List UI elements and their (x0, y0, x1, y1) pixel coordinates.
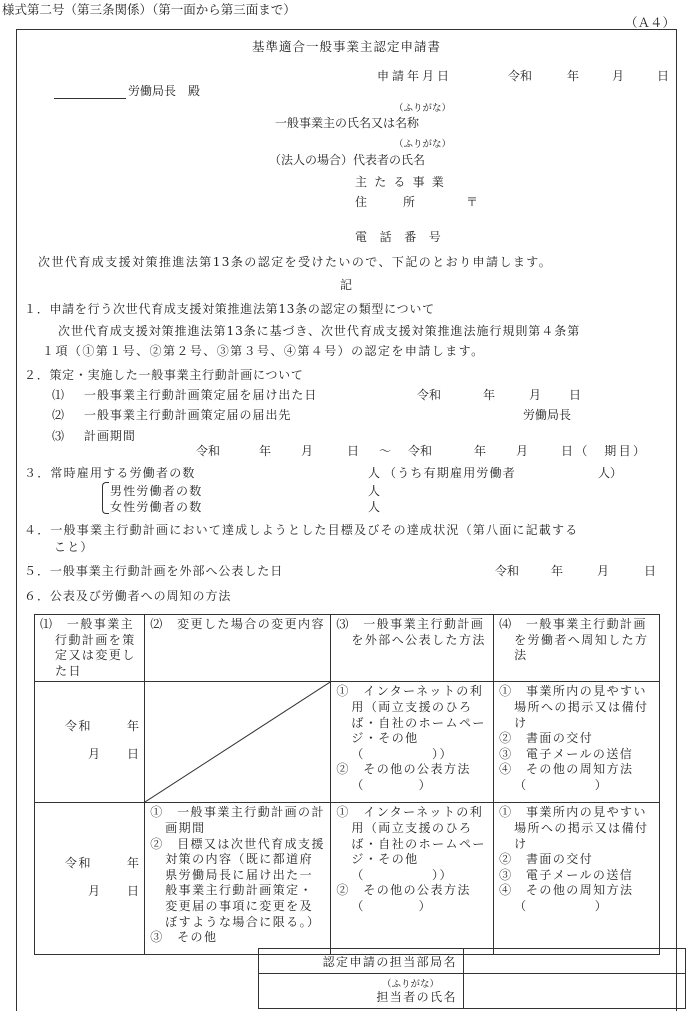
address-label: 住 所 (355, 195, 416, 209)
section5-title: ５．一般事業主行動計画を外部へ公表した日 (24, 564, 284, 578)
period-end-era: 令和 (408, 444, 433, 458)
application-date-month: 月 (612, 69, 625, 83)
person-label-cell (259, 974, 464, 1009)
header-col1: ⑴ 一般事業主行動計画を策定又は変更した日 (35, 615, 145, 682)
phone-label: 電話番号 (355, 230, 454, 244)
section3-brace (102, 482, 109, 514)
person-furigana: （ふりがな） (381, 979, 439, 990)
application-date-era: 令和 (508, 69, 533, 83)
row1-notify[interactable]: ① 事業所内の見やすい場所への掲示又は備付け ② 書面の交付 ③ 電子メールの送信 ④ その他の周知方法（ ） (494, 682, 660, 803)
period-end-year: 年 (474, 444, 487, 458)
header-col2: ⑵ 変更した場合の変更内容 (145, 615, 331, 682)
section4-line1: ４．一般事業主行動計画において達成しようとした目標及びその達成状況（第八面に記載する (24, 523, 579, 537)
section2-item1-day: 日 (569, 388, 582, 402)
row2-notify[interactable]: ① 事業所内の見やすい場所への掲示又は備付け ② 書面の交付 ③ 電子メールの送信 ④ その他の周知方法（ ） (494, 803, 660, 955)
section2-item1-month: 月 (529, 388, 542, 402)
section2-item2-num: ⑵ (52, 408, 65, 422)
period-start-day: 日 (347, 444, 360, 458)
section2-item2-suffix: 労働局長 (523, 408, 572, 422)
row1-date[interactable]: 令和 年 月 日 (35, 682, 145, 803)
person-label: 担当者の氏名 (376, 990, 457, 1004)
row2-date[interactable]: 令和 年 月 日 (35, 803, 145, 955)
table-row (35, 803, 660, 955)
row1-change-na (145, 682, 331, 803)
section3-male-unit: 人 (368, 484, 381, 498)
section5-era: 令和 (495, 564, 520, 578)
section2-item1-num: ⑴ (52, 388, 65, 402)
ki-mark: 記 (340, 278, 353, 292)
section1-body-line2: １項（①第１号、②第２号、③第３号、④第４号）の認定を申請します。 (42, 344, 485, 358)
furigana-label-rep: （ふりがな） (394, 139, 452, 150)
table-row (35, 682, 660, 803)
section2-item2-label: 一般事業主行動計画策定届の届出先 (84, 408, 292, 422)
row1-publish[interactable]: ① インターネットの利用（両立支援のひろば・自社のホームページ・その他（ ）） ② その他の公表方法（ ） (331, 682, 494, 803)
addressee-blank[interactable] (54, 85, 126, 99)
furigana-label: （ふりがな） (394, 103, 452, 114)
business-label: 主たる事業 (355, 175, 452, 189)
application-date-day: 日 (657, 69, 670, 83)
page-title: 基準適合一般事業主認定申請書 (252, 39, 442, 54)
intro-text: 次世代育成支援対策推進法第13条の認定を受けたいので、下記のとおり申請します。 (38, 255, 553, 269)
section2-title: ２．策定・実施した一般事業主行動計画について (24, 368, 304, 382)
section3-male-label: 男性労働者の数 (110, 484, 203, 498)
section3-fixed-term-close: 人） (598, 466, 623, 480)
application-date-label: 申請年月日 (377, 69, 453, 83)
section3-title: ３．常時雇用する労働者の数 (24, 466, 196, 480)
addressee: 労働局長 殿 (54, 82, 200, 99)
person-field[interactable] (464, 974, 686, 1009)
form-number: 様式第二号（第三条関係）（第一面から第三面まで） (2, 2, 296, 17)
period-start-year: 年 (259, 444, 272, 458)
section3-female-unit: 人 (368, 500, 381, 514)
section2-item1-year: 年 (483, 388, 496, 402)
postal-mark: 〒 (466, 195, 479, 209)
section2-item3-num: ⑶ (52, 429, 65, 443)
dept-label: 認定申請の担当部局名 (259, 949, 464, 974)
applicant-name-label: 一般事業主の氏名又は名称 (275, 116, 420, 130)
section2-item3-label: 計画期間 (84, 429, 136, 443)
row2-publish[interactable]: ① インターネットの利用（両立支援のひろば・自社のホームページ・その他（ ）） ② その他の公表方法（ ） (331, 803, 494, 955)
section3-fixed-term: （うち有期雇用労働者 (384, 466, 517, 480)
section2-item1-label: 一般事業主行動計画策定届を届け出た日 (84, 388, 318, 402)
header-col3: ⑶ 一般事業主行動計画を外部へ公表した方法 (331, 615, 494, 682)
period-end-month: 月 (516, 444, 529, 458)
period-end-day: 日（ 期目） (561, 444, 648, 458)
section1-title: １．申請を行う次世代育成支援対策推進法第13条の認定の類型について (24, 302, 435, 316)
period-start-era: 令和 (196, 444, 221, 458)
section5-year: 年 (551, 564, 564, 578)
period-tilde: ～ (379, 444, 392, 458)
section5-month: 月 (597, 564, 610, 578)
section6-title: ６．公表及び労働者への周知の方法 (24, 589, 232, 603)
section3-total-unit: 人 (368, 466, 381, 480)
application-date-year: 年 (567, 69, 580, 83)
section1-body-line1: 次世代育成支援対策推進法第13条に基づき、次世代育成支援対策推進法施行規則第４条第 (58, 324, 581, 338)
diagonal-strike (145, 682, 330, 802)
section6-table (34, 614, 660, 955)
section5-day: 日 (644, 564, 657, 578)
paper-size: （Ａ４） (625, 15, 676, 30)
section3-female-label: 女性労働者の数 (110, 500, 203, 514)
section2-item1-era: 令和 (417, 388, 442, 402)
period-start-month: 月 (301, 444, 314, 458)
header-col4: ⑷ 一般事業主行動計画を労働者へ周知した方法 (494, 615, 660, 682)
contact-table (258, 948, 686, 1009)
section4-line2: こと） (54, 540, 94, 554)
dept-field[interactable] (464, 949, 686, 974)
row2-change[interactable]: ① 一般事業主行動計画の計画期間 ② 目標又は次世代育成支援対策の内容（既に都道府県労働局長に届け出た一般事業主行動計画策定・変更届の事項に変更を及ぼすような場合に限る。） ③ その他 (145, 803, 331, 955)
representative-label: （法人の場合）代表者の氏名 (269, 153, 426, 167)
